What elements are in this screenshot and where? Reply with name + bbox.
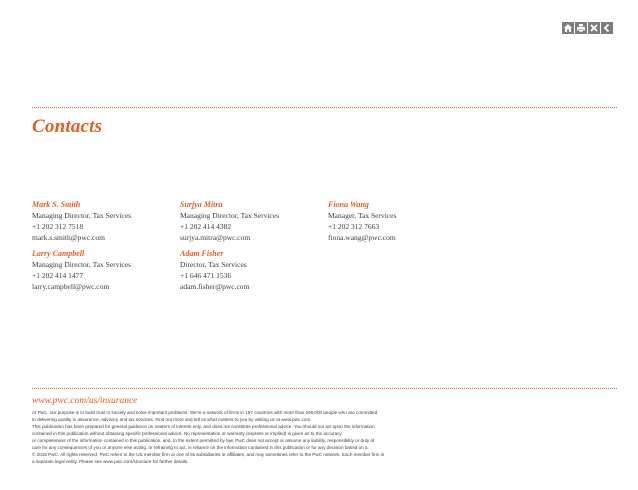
legal-disclaimer xyxy=(32,409,472,465)
legal-line: a separate legal entity. Please see www.pwc.com/structure for further details. xyxy=(32,459,189,464)
contact-role: Director, Tax Services xyxy=(180,260,247,269)
contact-email[interactable]: surjya.mitra@pwc.com xyxy=(180,233,251,242)
bottom-divider xyxy=(32,388,617,389)
legal-line: care for any consequences of you or anyone else acting, or refraining to act, in reliance on the information contained in this publication or for any decision based on it. xyxy=(32,445,369,450)
legal-line: to delivering quality in assurance, advisory and tax services. Find out more and tell us what matters to you by visiting us at www.pwc.com. xyxy=(32,417,312,422)
close-icon xyxy=(589,23,599,33)
legal-line: At PwC, our purpose is to build trust in society and solve important problems. We're a network of firms in 157 countries with more than 208,000 people who are committed xyxy=(32,410,378,415)
contact-role: Managing Director, Tax Services xyxy=(180,211,280,220)
contact-email[interactable]: fiona.wang@pwc.com xyxy=(328,233,396,242)
contact-name: Fiona Wang xyxy=(328,200,369,209)
legal-line: This publication has been prepared for general guidance on matters of interest only, and does not constitute professional advice. You should not act upon the information xyxy=(32,424,375,429)
contact-card xyxy=(328,199,473,243)
contact-card xyxy=(32,248,177,292)
close-button[interactable] xyxy=(588,22,600,34)
contact-role: Managing Director, Tax Services xyxy=(32,211,132,220)
contact-email[interactable]: mark.s.smith@pwc.com xyxy=(32,233,105,242)
contact-phone: +1 202 312 7663 xyxy=(328,222,380,231)
toolbar xyxy=(562,22,613,34)
legal-line: contained in this publication without obtaining specific professional advice. No representation or warranty (express or implied) is given as to the accuracy xyxy=(32,431,342,436)
contact-name: Larry Campbell xyxy=(32,249,85,258)
contact-card xyxy=(180,248,325,292)
contact-card xyxy=(32,199,177,243)
back-button[interactable] xyxy=(601,22,613,34)
contact-name: Adam Fisher xyxy=(180,249,224,258)
legal-line: or completeness of the information contained in this publication, and, to the extent permitted by law, PwC does not accept or assume any liability, responsibility or duty of xyxy=(32,438,375,443)
print-icon xyxy=(576,23,586,33)
contact-phone: +1 202 414 4382 xyxy=(180,222,232,231)
page-title: Contacts xyxy=(32,116,103,137)
footer-url-link[interactable]: www.pwc.com/us/insurance xyxy=(32,396,138,406)
contact-card xyxy=(180,199,325,243)
contact-email[interactable]: larry.campbell@pwc.com xyxy=(32,282,110,291)
contact-phone: +1 202 414 1477 xyxy=(32,271,84,280)
legal-line: © 2016 PwC. All rights reserved. PwC refers to the US member firm or one of its subsidiaries or affiliates, and may sometimes refer to the PwC network. Each member firm is xyxy=(32,452,385,457)
contact-email[interactable]: adam.fisher@pwc.com xyxy=(180,282,250,291)
contact-role: Managing Director, Tax Services xyxy=(32,260,132,269)
contact-phone: +1 202 312 7518 xyxy=(32,222,84,231)
contact-role: Manager, Tax Services xyxy=(328,211,397,220)
home-button[interactable] xyxy=(562,22,574,34)
back-icon xyxy=(602,23,612,33)
contact-phone: +1 646 471 1536 xyxy=(180,271,232,280)
contact-name: Surjya Mitra xyxy=(180,200,223,209)
contact-name: Mark S. Smith xyxy=(32,200,81,209)
top-divider xyxy=(32,107,617,108)
home-icon xyxy=(563,23,573,33)
print-button[interactable] xyxy=(575,22,587,34)
